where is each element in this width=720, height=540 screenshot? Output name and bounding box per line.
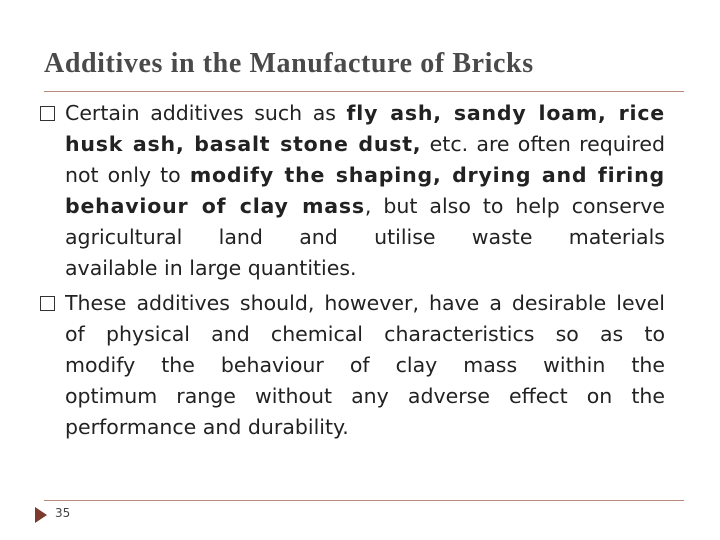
bullet-line xyxy=(65,129,665,160)
body-text: not only to xyxy=(65,163,190,187)
bullet-box-icon xyxy=(40,296,55,311)
slide-body xyxy=(40,98,665,447)
bullet-line xyxy=(65,381,665,412)
body-text: etc. are often required xyxy=(421,132,665,156)
body-text: , but also to help conserve xyxy=(364,194,665,218)
bullet-box-icon xyxy=(40,106,55,121)
body-text: performance and durability. xyxy=(65,415,349,439)
bullet-line xyxy=(65,319,665,350)
bullet-line xyxy=(65,160,665,191)
bullet-item xyxy=(40,288,665,443)
bold-text: husk ash, basalt stone dust, xyxy=(65,132,422,156)
title-divider xyxy=(44,91,684,92)
bullet-line xyxy=(65,412,665,443)
page-marker-arrow-icon xyxy=(35,507,47,523)
body-text: available in large quantities. xyxy=(65,256,357,280)
body-text: of physical and chemical characteristics so as to xyxy=(65,322,665,346)
bullet-line xyxy=(65,288,665,319)
body-text: optimum range without any adverse effect on the xyxy=(65,384,665,408)
bold-text: behaviour of clay mass xyxy=(65,194,365,218)
body-text: modify the behaviour of clay mass within the xyxy=(65,353,665,377)
bullet-line xyxy=(65,98,665,129)
page-number: 35 xyxy=(55,506,71,520)
bullet-line xyxy=(65,253,665,284)
bold-text: modify the shaping, drying and firing xyxy=(189,163,665,187)
slide-title: Additives in the Manufacture of Bricks xyxy=(44,48,534,79)
body-text: agricultural land and utilise waste materials xyxy=(65,225,665,249)
body-text: These additives should, however, have a desirable level xyxy=(65,291,665,315)
body-text: Certain additives such as xyxy=(65,101,347,125)
bullet-line xyxy=(65,191,665,222)
bullet-line xyxy=(65,222,665,253)
footer-divider xyxy=(44,500,684,501)
bullet-item xyxy=(40,98,665,284)
bold-text: fly ash, sandy loam, rice xyxy=(346,101,665,125)
bullet-line xyxy=(65,350,665,381)
